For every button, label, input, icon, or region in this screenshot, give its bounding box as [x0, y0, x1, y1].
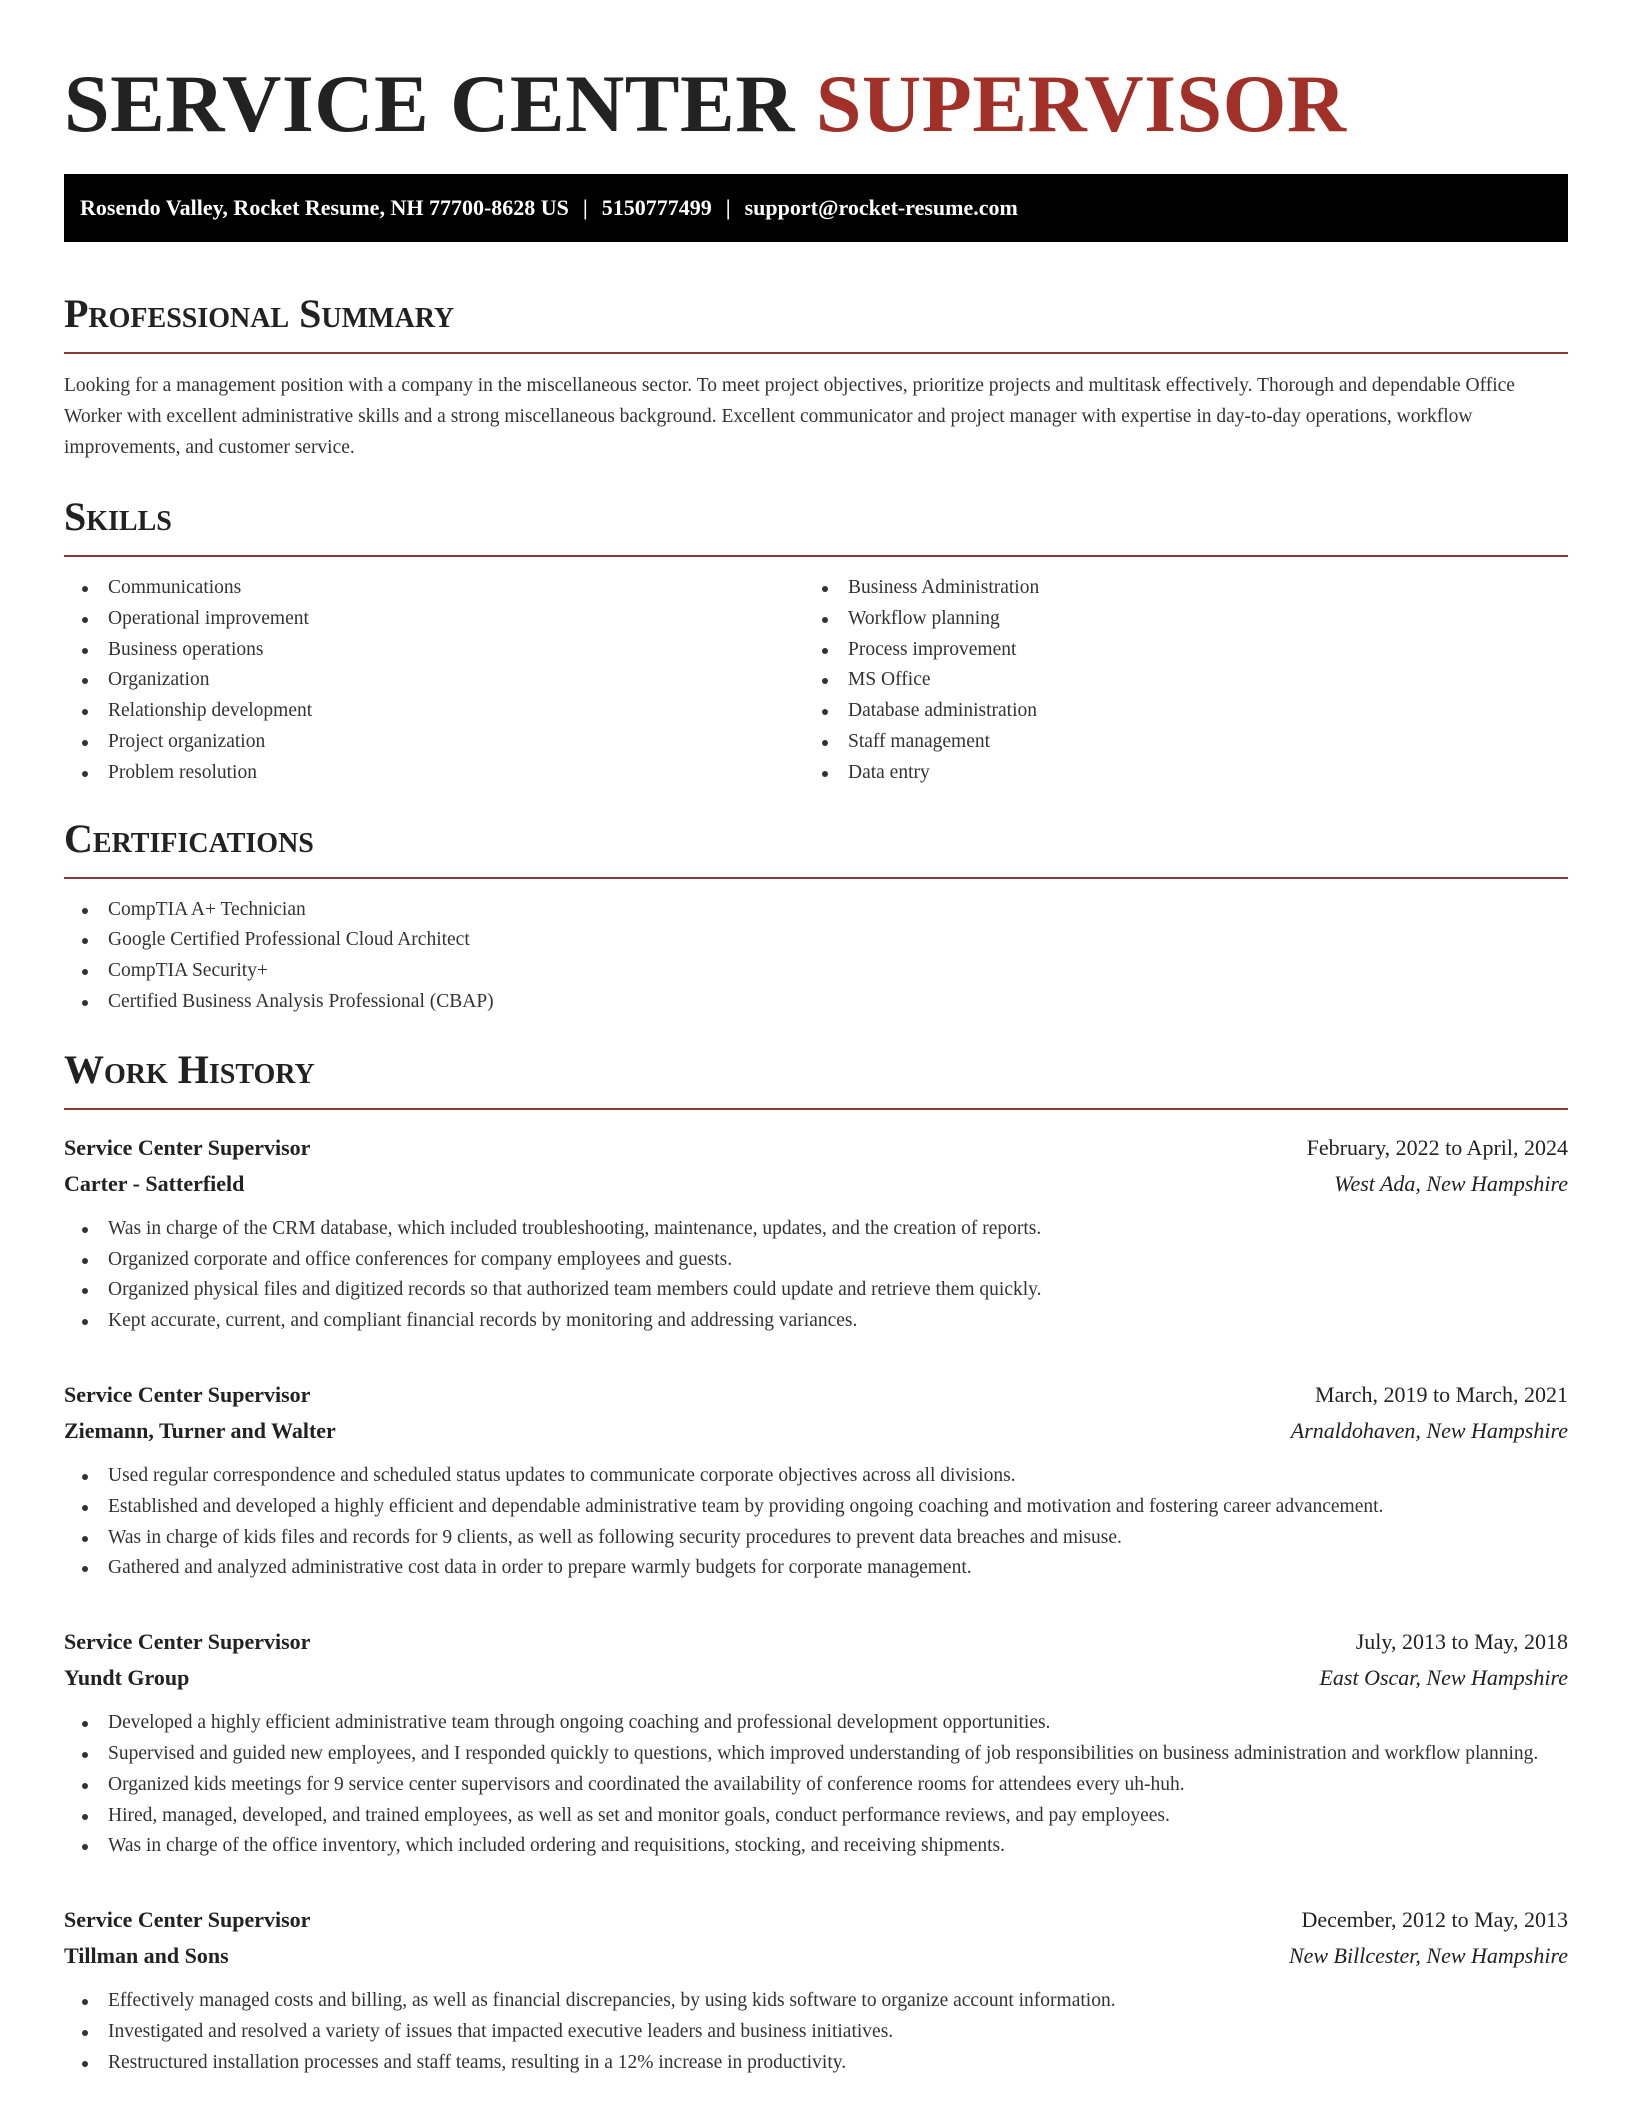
job-bullet: Restructured installation processes and staff teams, resulting in a 12% increase in productivity.: [64, 2048, 1568, 2079]
skills-list-right: [804, 573, 1544, 789]
job-dates: December, 2012 to May, 2013: [1301, 1907, 1568, 1933]
job-bullet: Established and developed a highly efficient and dependable administrative team by providing ongoing coaching and motivation and fostering career advancement.: [64, 1492, 1568, 1523]
professional-summary-section: [64, 288, 1568, 463]
job-location: Arnaldohaven, New Hampshire: [1290, 1417, 1568, 1443]
certifications-section: [64, 813, 1568, 1018]
contact-bar: [64, 174, 1568, 242]
job-bullet: Effectively managed costs and billing, as well as financial discrepancies, by using kids software to organize account information.: [64, 1986, 1568, 2017]
skill-item: Business Administration: [804, 573, 1544, 604]
work-history-section: [64, 1044, 1568, 2079]
job-bullet: Kept accurate, current, and compliant financial records by monitoring and addressing variances.: [64, 1306, 1568, 1337]
jobs-list: [64, 1130, 1568, 2079]
skill-item: Relationship development: [64, 696, 804, 727]
job-title: Service Center Supervisor: [64, 1381, 311, 1407]
job-header-row: [64, 1624, 1568, 1660]
job-header-row: [64, 1130, 1568, 1166]
job-entry: [64, 1902, 1568, 2078]
certification-item: Certified Business Analysis Professional (CBAP): [64, 987, 1568, 1018]
job-company: Carter - Satterfield: [64, 1170, 245, 1196]
skill-item: Process improvement: [804, 635, 1544, 666]
certification-item: CompTIA Security+: [64, 956, 1568, 987]
section-heading-skills: Skills: [64, 491, 1568, 557]
skill-item: Business operations: [64, 635, 804, 666]
job-bullets: [64, 1214, 1568, 1337]
job-dates: March, 2019 to March, 2021: [1315, 1381, 1568, 1407]
job-bullets: [64, 1461, 1568, 1584]
skill-item: Data entry: [804, 758, 1544, 789]
skill-item: Communications: [64, 573, 804, 604]
job-title: Service Center Supervisor: [64, 1629, 311, 1655]
job-dates: February, 2022 to April, 2024: [1306, 1134, 1568, 1160]
job-entry: [64, 1377, 1568, 1584]
job-bullet: Gathered and analyzed administrative cost data in order to prepare warmly budgets for corporate management.: [64, 1553, 1568, 1584]
job-header-row: [64, 1902, 1568, 1938]
job-company: Tillman and Sons: [64, 1943, 229, 1969]
skill-item: Workflow planning: [804, 604, 1544, 635]
job-bullet: Used regular correspondence and scheduled status updates to communicate corporate objectives across all divisions.: [64, 1461, 1568, 1492]
job-company: Yundt Group: [64, 1665, 190, 1691]
contact-separator: |: [582, 195, 588, 220]
job-entry: [64, 1624, 1568, 1862]
certification-item: CompTIA A+ Technician: [64, 895, 1568, 926]
job-bullets: [64, 1986, 1568, 2078]
job-bullet: Was in charge of the office inventory, which included ordering and requisitions, stocking, and receiving shipments.: [64, 1831, 1568, 1862]
job-bullet: Was in charge of kids files and records for 9 clients, as well as following security procedures to prevent data breaches and misuse.: [64, 1523, 1568, 1554]
job-title: Service Center Supervisor: [64, 1134, 311, 1160]
certification-item: Google Certified Professional Cloud Architect: [64, 925, 1568, 956]
contact-email[interactable]: support@rocket-resume.com: [744, 195, 1018, 220]
job-company-row: [64, 1938, 1568, 1974]
job-company-row: [64, 1166, 1568, 1202]
job-bullets: [64, 1708, 1568, 1862]
contact-separator: |: [725, 195, 731, 220]
job-header-row: [64, 1377, 1568, 1413]
job-company-row: [64, 1660, 1568, 1696]
skill-item: Staff management: [804, 727, 1544, 758]
job-title: Service Center Supervisor: [64, 1907, 311, 1933]
skill-item: Problem resolution: [64, 758, 804, 789]
contact-phone[interactable]: 5150777499: [601, 195, 712, 220]
certifications-list: [64, 895, 1568, 1018]
skill-item: MS Office: [804, 665, 1544, 696]
job-bullet: Was in charge of the CRM database, which included troubleshooting, maintenance, updates, and the creation of reports.: [64, 1214, 1568, 1245]
job-dates: July, 2013 to May, 2018: [1355, 1629, 1568, 1655]
job-entry: [64, 1130, 1568, 1337]
job-company-row: [64, 1413, 1568, 1449]
job-bullet: Supervised and guided new employees, and I responded quickly to questions, which improved understanding of job responsibilities on business administration and workflow planning.: [64, 1739, 1568, 1770]
title-accent: SUPERVISOR: [815, 58, 1347, 149]
skills-list-left: [64, 573, 804, 789]
resume-title: [64, 0, 1568, 150]
job-bullet: Organized physical files and digitized records so that authorized team members could update and retrieve them quickly.: [64, 1275, 1568, 1306]
section-heading-certifications: Certifications: [64, 813, 1568, 879]
skill-item: Project organization: [64, 727, 804, 758]
job-location: East Oscar, New Hampshire: [1319, 1665, 1568, 1691]
title-main: SERVICE CENTER: [64, 58, 795, 149]
job-bullet: Developed a highly efficient administrative team through ongoing coaching and professional development opportunities.: [64, 1708, 1568, 1739]
job-location: West Ada, New Hampshire: [1334, 1170, 1568, 1196]
contact-address: Rosendo Valley, Rocket Resume, NH 77700-8628 US: [80, 195, 569, 220]
job-bullet: Organized kids meetings for 9 service center supervisors and coordinated the availability of conference rooms for attendees every uh-huh.: [64, 1770, 1568, 1801]
job-company: Ziemann, Turner and Walter: [64, 1417, 336, 1443]
skills-section: [64, 491, 1568, 789]
section-heading-work-history: Work History: [64, 1044, 1568, 1110]
skill-item: Database administration: [804, 696, 1544, 727]
skill-item: Operational improvement: [64, 604, 804, 635]
section-heading-summary: Professional Summary: [64, 288, 1568, 354]
job-bullet: Organized corporate and office conferences for company employees and guests.: [64, 1245, 1568, 1276]
job-bullet: Hired, managed, developed, and trained employees, as well as set and monitor goals, conduct performance reviews, and pay employees.: [64, 1801, 1568, 1832]
skill-item: Organization: [64, 665, 804, 696]
skills-grid: [64, 573, 1568, 789]
job-location: New Billcester, New Hampshire: [1288, 1943, 1568, 1969]
summary-text: Looking for a management position with a company in the miscellaneous sector. To meet project objectives, prioritize projects and multitask effectively. Thorough and dependable Office Worker with excellent administrative skills and a strong miscellaneous background. Excellent communicator and project manager with expertise in day-to-day operations, workflow improvements, and customer service.: [64, 375, 1515, 458]
job-bullet: Investigated and resolved a variety of issues that impacted executive leaders and business initiatives.: [64, 2017, 1568, 2048]
